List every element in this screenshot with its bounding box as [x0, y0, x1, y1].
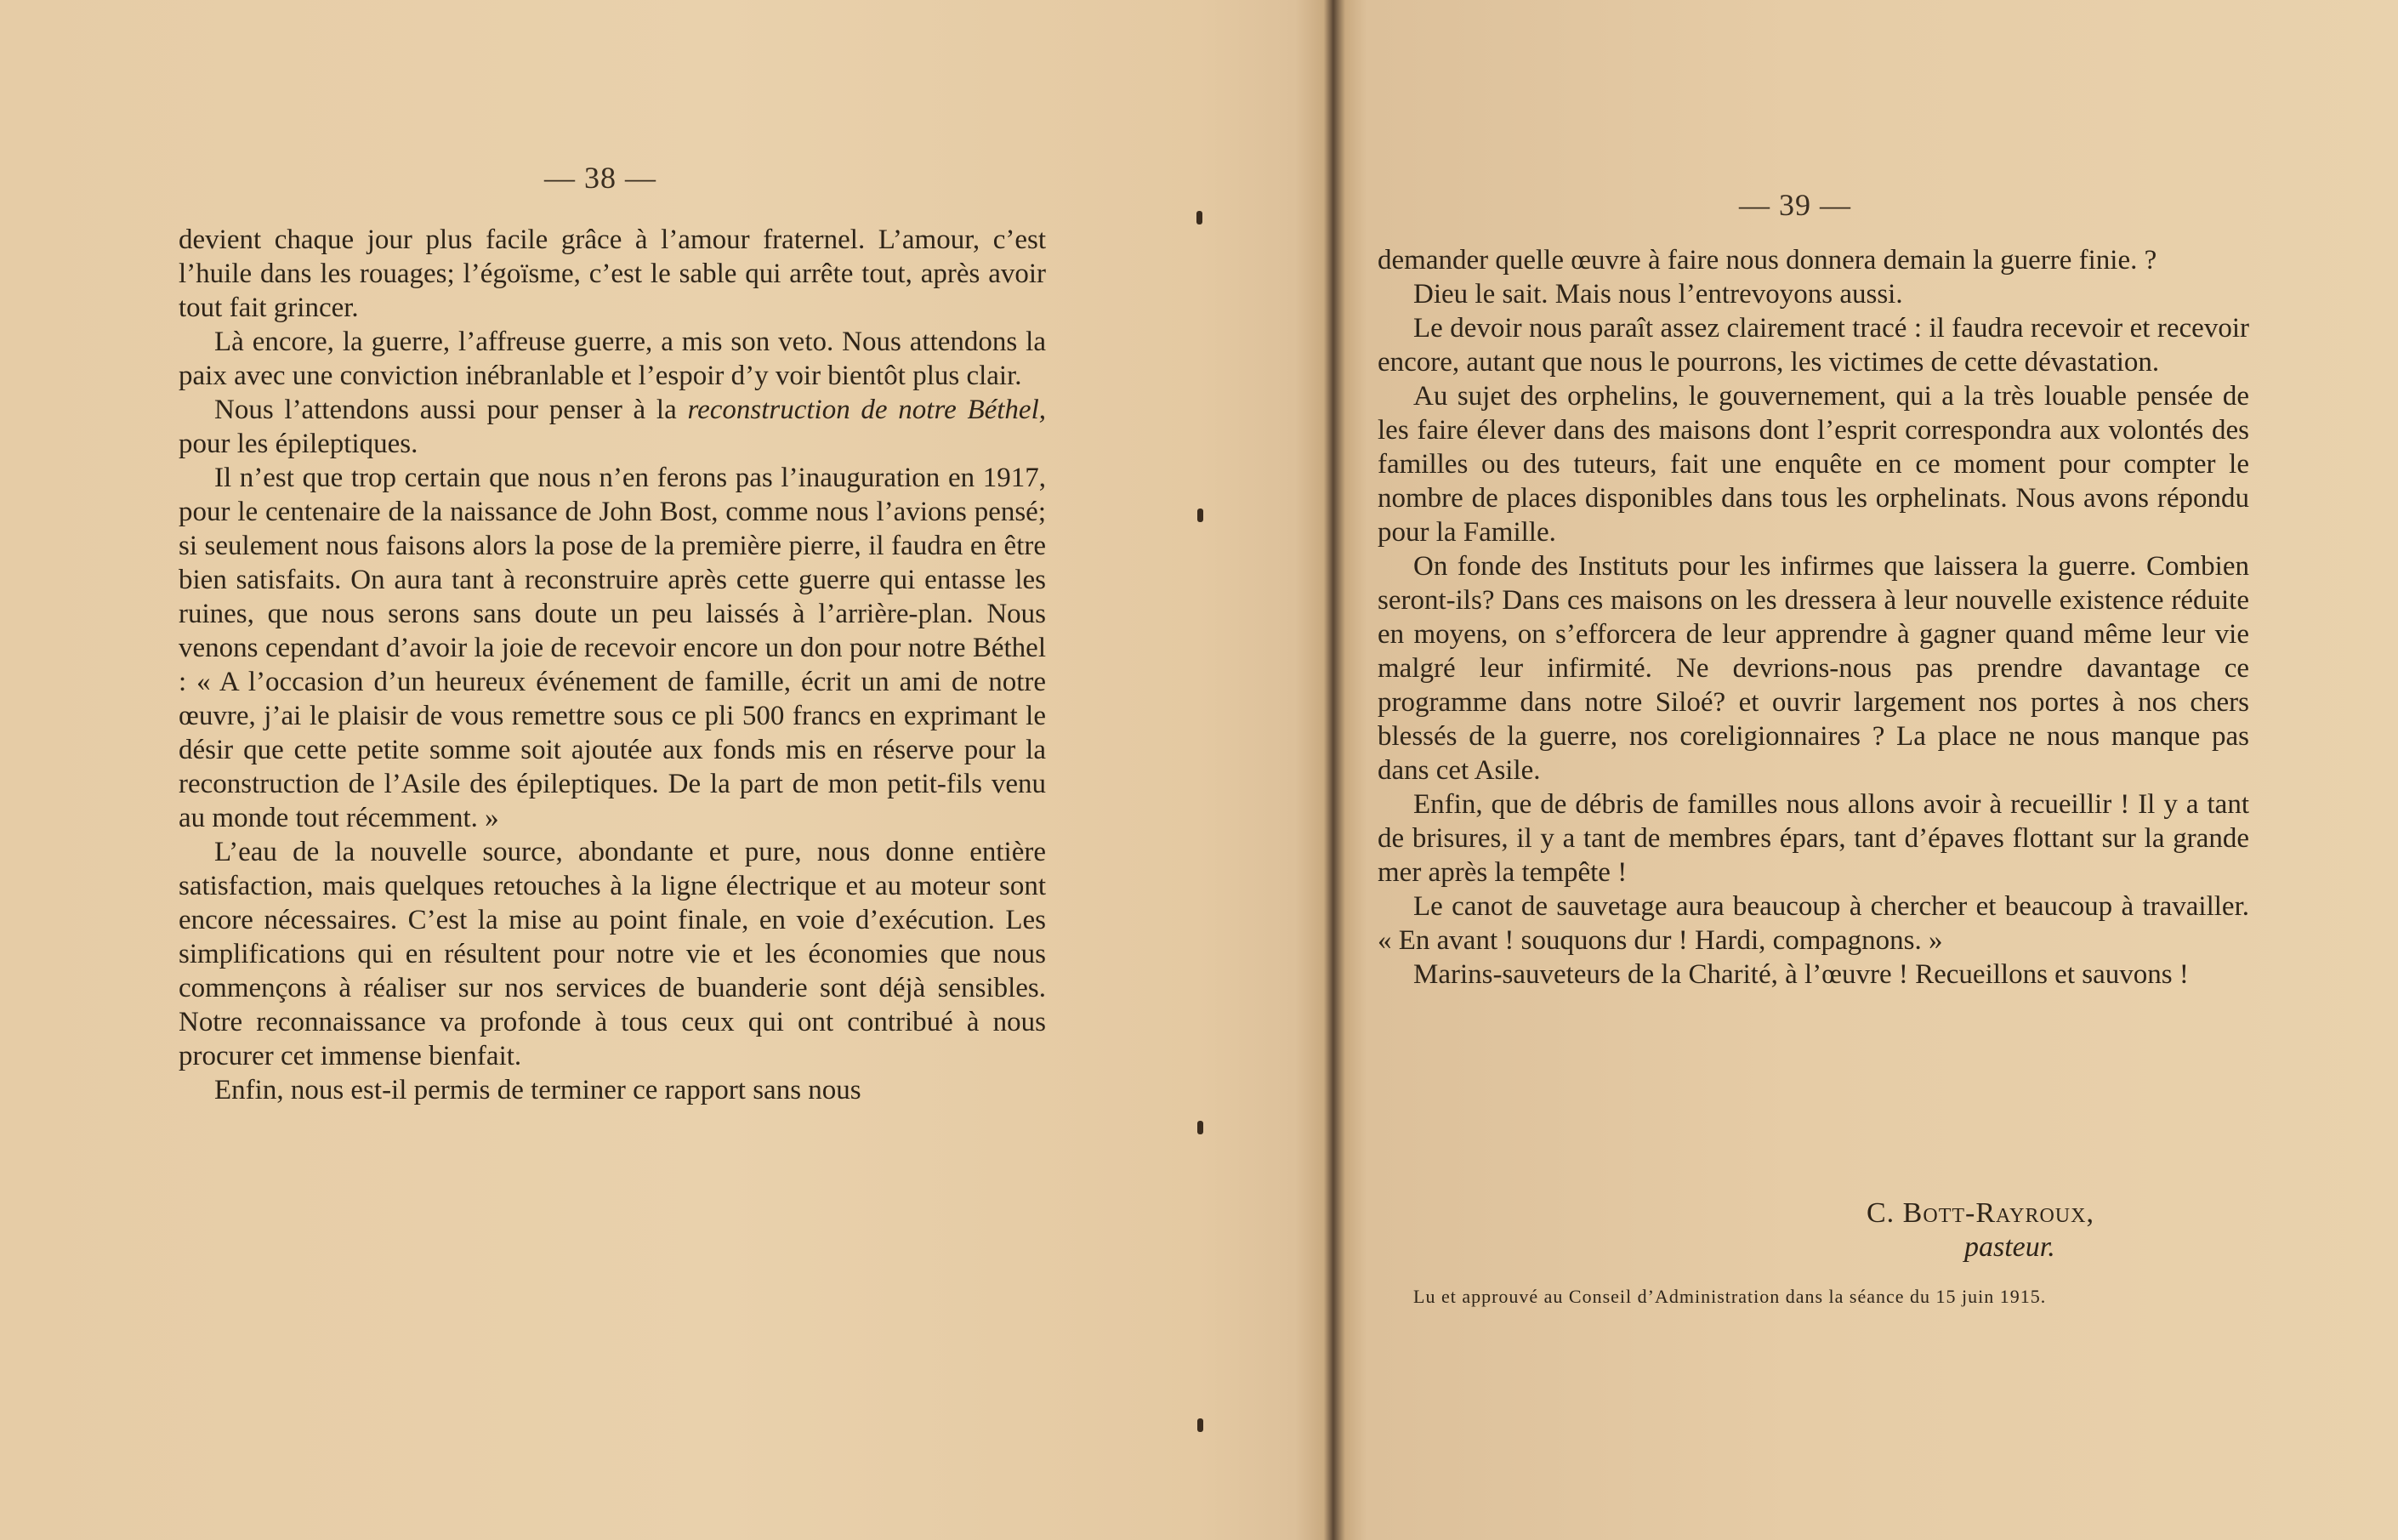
- signature-title: pasteur.: [1964, 1231, 2055, 1263]
- paragraph: Le devoir nous paraît assez clairement tracé : il faudra recevoir et recevoir encore, autant que nous le pourrons, les victimes de cette dévastation.: [1378, 313, 2249, 378]
- paragraph: devient chaque jour plus facile grâce à l’amour fraternel. L’amour, c’est l’huile dans les rouages; l’égoïsme, c’est le sable qui arrête tout, après avoir tout fait grincer.: [179, 224, 1046, 323]
- paragraph: Enfin, que de débris de familles nous allons avoir à recueillir ! Il y a tant de brisures, il y a tant de membres épars, tant d’épaves flottant sur la grande mer après la tempête !: [1378, 789, 2249, 888]
- binding-stitch: [1197, 509, 1203, 522]
- binding-stitch: [1196, 211, 1202, 224]
- body-text: [179, 223, 1046, 1107]
- left-page: [0, 0, 1190, 1540]
- paragraph: [179, 393, 1046, 461]
- body-text: [1378, 243, 2249, 992]
- paragraph-text: Nous l’attendons aussi pour penser à la: [214, 395, 688, 425]
- page-number: — 39 —: [1739, 188, 1851, 222]
- italic-phrase: reconstruction de notre Béthel,: [687, 395, 1046, 425]
- paragraph: Au sujet des orphelins, le gouvernement, qui a la très louable pensée de les faire élever dans des maisons dont l’esprit correspondra aux volontés des familles ou des tuteurs, fait une enquête en ce moment pour compter le nombre de places disponibles dans tous les orphelinats. Nous avons répondu pour la Famille.: [1378, 381, 2249, 548]
- paragraph: Le canot de sauvetage aura beaucoup à chercher et beaucoup à travailler. « En avant ! souquons dur ! Hardi, compagnons. »: [1378, 891, 2249, 956]
- paragraph: Là encore, la guerre, l’affreuse guerre, a mis son veto. Nous attendons la paix avec une conviction inébranlable et l’espoir d’y voir bientôt plus clair.: [179, 327, 1046, 391]
- paragraph: On fonde des Instituts pour les infirmes que laissera la guerre. Combien seront-ils? Dans ces maisons on les dressera à leur nouvelle existence réduite en moyens, on s’efforcera de leur apprendre à gagner quand même leur vie malgré leur infirmité. Ne devrions-nous pas prendre davantage ce programme dans notre Siloé? et ouvrir largement nos portes à nos chers blessés de la guerre, nos coreligionnaires ? La place ne nous manque pas dans cet Asile.: [1378, 551, 2249, 786]
- binding-stitch: [1197, 1121, 1203, 1134]
- paragraph: demander quelle œuvre à faire nous donnera demain la guerre finie. ?: [1378, 245, 2157, 276]
- paragraph: Il n’est que trop certain que nous n’en ferons pas l’inauguration en 1917, pour le centenaire de la naissance de John Bost, comme nous l’avions pensé; si seulement nous faisons alors la pose de la première pierre, il faudra en être bien satisfaits. On aura tant à reconstruire après cette guerre qui entasse les ruines, que nous serons sans doute un peu laissés à l’arrière-plan. Nous venons cependant d’avoir la joie de recevoir encore un don pour notre Béthel : « A l’occasion d’un heureux événement de famille, écrit un ami de notre œuvre, j’ai le plaisir de vous remettre sous ce pli 500 francs en exprimant le désir que cette petite somme soit ajoutée aux fonds mis en réserve pour la reconstruction de l’Asile des épileptiques. De la part de mon petit-fils venu au monde tout récemment. »: [179, 463, 1046, 833]
- paragraph-text: pour les épileptiques.: [179, 429, 418, 459]
- page-number: — 38 —: [544, 161, 656, 195]
- paragraph: Enfin, nous est-il permis de terminer ce rapport sans nous: [214, 1075, 861, 1105]
- approval-note: Lu et approuvé au Conseil d’Administration dans la séance du 15 juin 1915.: [1413, 1286, 2047, 1307]
- paragraph: Dieu le sait. Mais nous l’entrevoyons aussi.: [1413, 279, 1903, 310]
- paragraph: Marins-sauveteurs de la Charité, à l’œuvre ! Recueillons et sauvons !: [1413, 959, 2189, 990]
- signature-name: C. Bott-Rayroux,: [1867, 1197, 2094, 1229]
- binding-stitch: [1197, 1418, 1203, 1432]
- right-page: [1199, 0, 2398, 1540]
- paragraph: L’eau de la nouvelle source, abondante et pure, nous donne entière satisfaction, mais quelques retouches à la ligne électrique et au moteur sont encore nécessaires. C’est la mise au point finale, en voie d’exécution. Les simplifications qui en résultent pour notre vie et les économies que nous commençons à réaliser sur nos services de buanderie sont déjà sensibles. Notre reconnaissance va profonde à tous ceux qui ont contribué à nous procurer cet immense bienfait.: [179, 837, 1046, 1071]
